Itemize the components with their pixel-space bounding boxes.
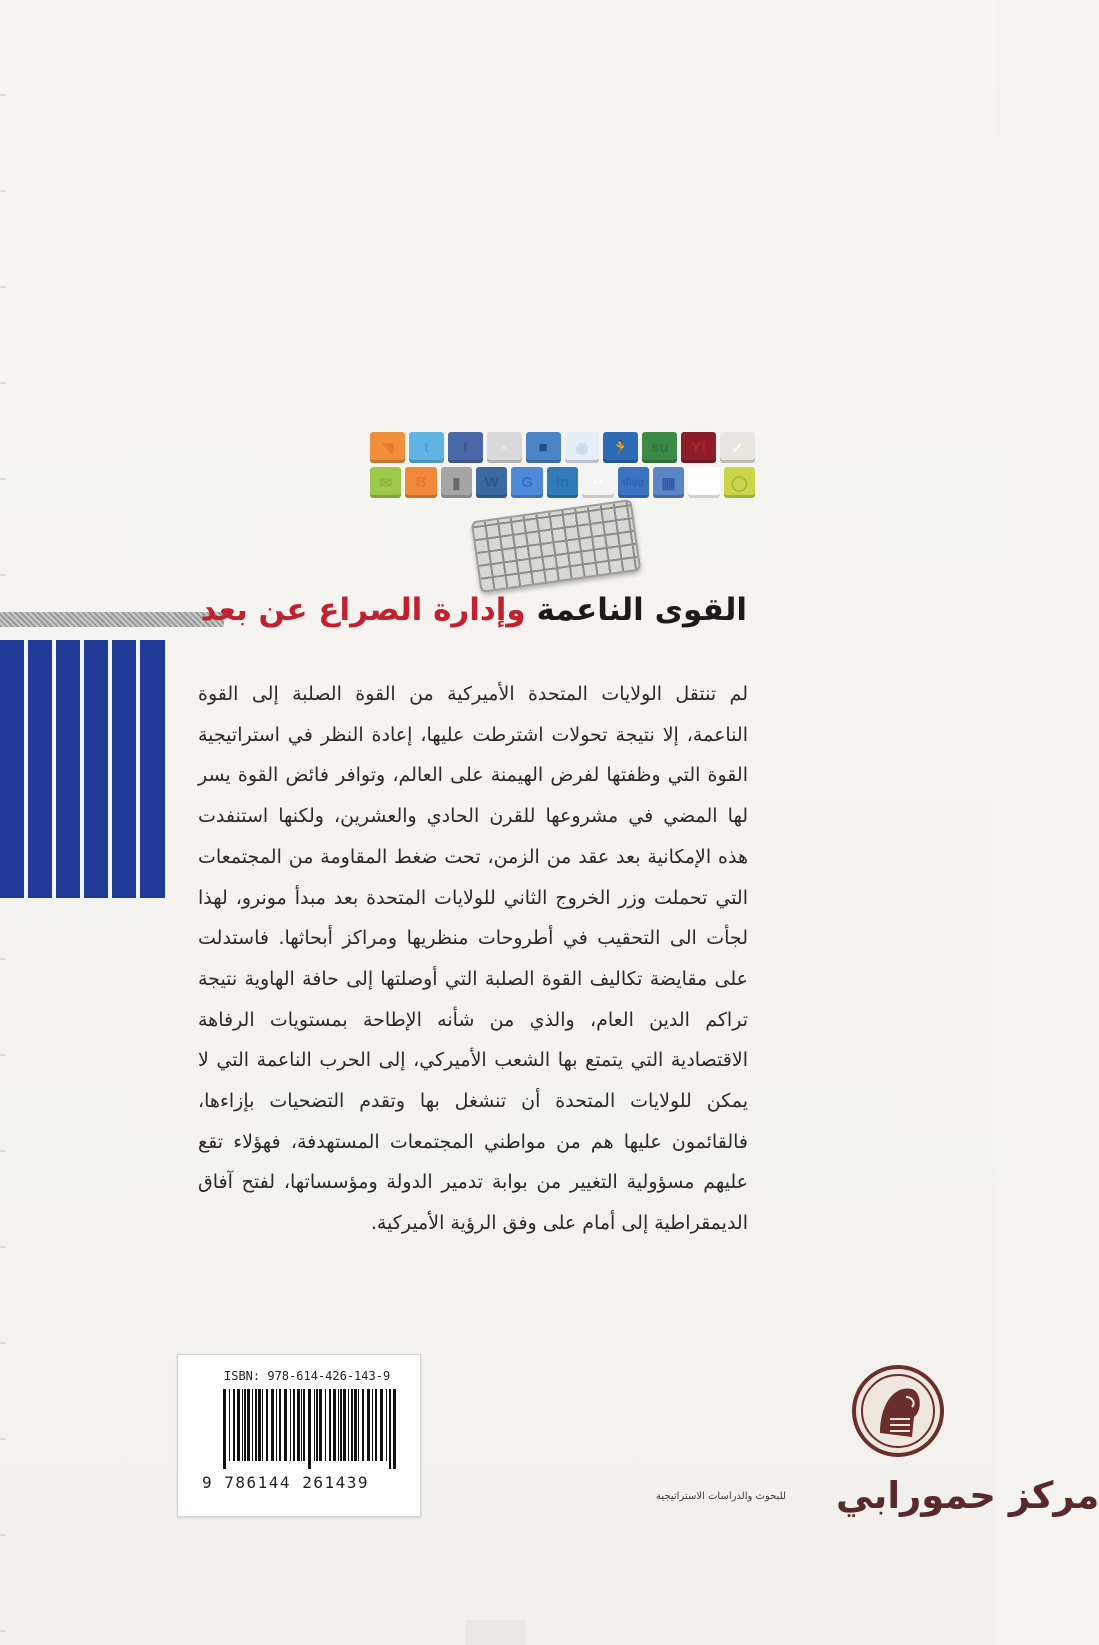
- digg-runner-icon: 🏃: [603, 432, 638, 463]
- barcode-bar: [266, 1389, 268, 1461]
- blogger-icon: B: [405, 467, 436, 498]
- barcode-bar: [308, 1389, 311, 1469]
- publisher-tagline: للبحوث والدراسات الاستراتيجية: [656, 1491, 786, 1502]
- social-icons-cluster: [370, 432, 755, 502]
- keyboard-icon: [471, 499, 641, 593]
- wordpress-icon: W: [476, 467, 507, 498]
- barcode-bar: [279, 1389, 281, 1461]
- barcode-bar: [262, 1389, 263, 1461]
- speech-bubble-icon: ◯: [724, 467, 755, 498]
- myspace-icon: ■: [526, 432, 561, 463]
- stumbleupon-icon: su: [642, 432, 677, 463]
- barcode-bar: [247, 1389, 250, 1461]
- barcode-bar: [301, 1389, 302, 1461]
- barcode-bar: [223, 1389, 226, 1469]
- barcode-bars: [223, 1389, 395, 1469]
- blue-stripes-block: [0, 640, 165, 898]
- stripe-divider: [52, 640, 56, 898]
- rss-icon: ◥: [370, 432, 405, 463]
- barcode-bar: [333, 1389, 336, 1461]
- barcode-bar: [362, 1389, 364, 1461]
- barcode-bar: [314, 1389, 315, 1461]
- stripe-divider: [136, 640, 140, 898]
- social-icons-row-2: [370, 467, 755, 498]
- barcode-bar: [255, 1389, 257, 1461]
- barcode-bar: [244, 1389, 246, 1461]
- social-icons-row-1: [370, 432, 755, 463]
- google-icon: G: [511, 467, 542, 498]
- barcode-bar: [380, 1389, 383, 1461]
- barcode-bar: [375, 1389, 377, 1461]
- barcode-bar: [348, 1389, 349, 1461]
- barcode-bar: [258, 1389, 261, 1461]
- facebook-icon: f: [448, 432, 483, 463]
- delicious-squares-icon: ▪: [487, 432, 522, 463]
- barcode-bar: [229, 1389, 230, 1461]
- barcode-bar: [242, 1389, 243, 1461]
- barcode-bar: [297, 1389, 300, 1461]
- barcode-bar: [329, 1389, 331, 1461]
- barcode-bar: [276, 1389, 277, 1461]
- title-part-2: وإدارة الصراع عن بعد: [200, 592, 526, 628]
- reddit-icon: ◉: [565, 432, 600, 463]
- barcode-bar: [284, 1389, 287, 1461]
- barcode-bar: [325, 1389, 326, 1461]
- title-part-1: القوى الناعمة: [536, 592, 747, 628]
- delicious-icon: ✓: [720, 432, 755, 463]
- publisher-emblem-icon: [850, 1363, 946, 1459]
- barcode-bar: [293, 1389, 295, 1461]
- barcode-bar: [252, 1389, 253, 1461]
- bottom-scan-mark: [465, 1620, 525, 1645]
- isbn-barcode-label: [177, 1354, 421, 1517]
- publisher-name: مركز حمورابي: [836, 1474, 1099, 1517]
- barcode-bar: [271, 1389, 274, 1461]
- linkedin-icon: in: [547, 467, 578, 498]
- twitter-icon: t: [409, 432, 444, 463]
- stripe-divider: [108, 640, 112, 898]
- barcode-bar: [316, 1389, 318, 1461]
- title-hatched-band: [0, 612, 224, 627]
- delicious-blue-icon: ▦: [653, 467, 684, 498]
- barcode-digits: 9 786144 261439: [202, 1473, 369, 1492]
- barcode-bar: [389, 1389, 391, 1469]
- barcode-bar: [338, 1389, 339, 1461]
- barcode-bar: [303, 1389, 305, 1461]
- stripe-divider: [24, 640, 28, 898]
- stripe-divider: [80, 640, 84, 898]
- chart-icon: ▮: [441, 467, 472, 498]
- barcode-bar: [372, 1389, 373, 1461]
- isbn-text: ISBN: 978-614-426-143-9: [224, 1369, 391, 1383]
- barcode-bar: [354, 1389, 357, 1461]
- barcode-bar: [367, 1389, 370, 1461]
- flickr-icon: ••: [582, 467, 613, 498]
- email-icon: ✉: [370, 467, 401, 498]
- barcode-bar: [340, 1389, 342, 1461]
- yahoo-icon: Y!: [681, 432, 716, 463]
- barcode-bar: [233, 1389, 235, 1461]
- barcode-bar: [358, 1389, 359, 1461]
- picasa-icon: ◈: [688, 467, 719, 498]
- blurb-paragraph: لم تنتقل الولايات المتحدة الأميركية من القوة الصلبة إلى القوة الناعمة، إلا نتيجة تحولات اشترطت عليها، إعادة النظر في استراتيجية القوة التي وظفتها لفرض الهيمنة على العالم، وتوافر فائض القوة يسر لها المضي في مشروعها للقرن الحادي والعشرين، ولكنها استنفدت هذه الإمكانية بعد عقد من الزمن، تحت ضغط المقاومة من المجتمعات التي تحملت وزر الخروج الثاني للولايات المتحدة بعد مبدأ مونرو، لهذا لجأت الى التحقيب في أطروحات منظريها ومراكز أبحاثها. فاستدلت على مقايضة تكاليف القوة الصلبة التي أوصلتها إلى حافة الهاوية نتيجة تراكم الدين العام، والذي من شأنه الإطاحة بمستويات الرفاهة الاقتصادية التي يتمتع بها الشعب الأميركي، إلى الحرب الناعمة التي لا يمكن للولايات المتحدة أن تنشغل بها وتقدم التضحيات بإزاءها، فالقائمون عليها هم من مواطني المجتمعات المستهدفة، فهؤلاء تقع عليهم مسؤولية التغيير من بوابة تدمير الدولة ومؤسساتها، لفتح آفاق الديمقراطية إلى أمام على وفق الرؤية الأميركية.: [198, 683, 748, 1235]
- book-title: [201, 592, 747, 628]
- barcode-bar: [351, 1389, 353, 1461]
- barcode-bar: [319, 1389, 322, 1461]
- barcode-bar: [343, 1389, 346, 1461]
- digg-icon: digg: [618, 467, 649, 498]
- barcode-bar: [237, 1389, 240, 1461]
- barcode-bar: [290, 1389, 291, 1461]
- barcode-bar: [393, 1389, 396, 1469]
- barcode-bar: [386, 1389, 387, 1461]
